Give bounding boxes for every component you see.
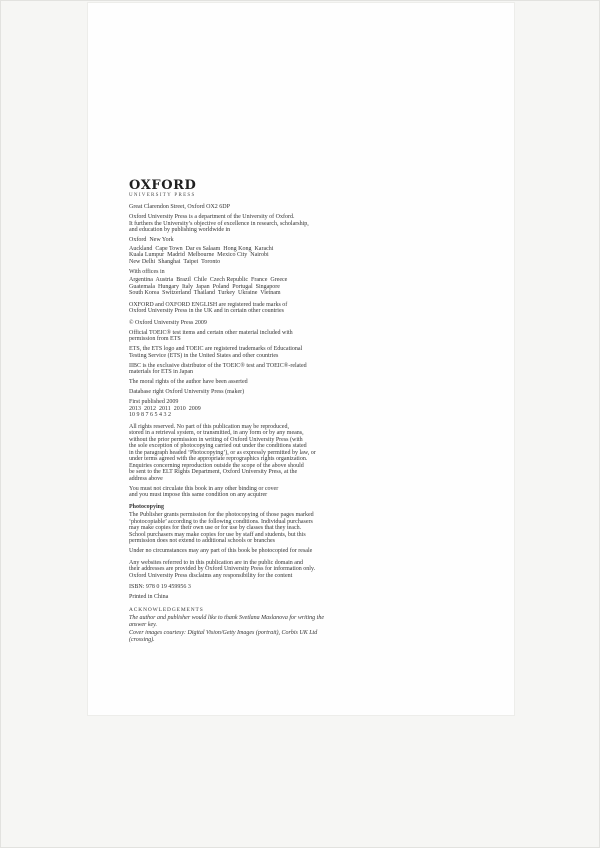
publisher-note: Oxford University Press is a department of the University of Oxford. It furthers the University’s objective of excellence in research, scholarship, and education by publishing worldwide in <box>129 214 309 233</box>
photocopying-conditions: The Publisher grants permission for the photocopying of those pages marked ‘photocopiable’ according to the following conditions. Individual purchasers may make copies for their own use or for use by classes that they teach. School purchasers may make copies for use by staff and students, but this permission does not extend to additional schools or branches <box>129 512 314 544</box>
ets-trademark-note: ETS, the ETS logo and TOEIC are registered trademarks of Educational Testing Service (ETS) in the United States and other countries <box>129 346 303 359</box>
iibc-distributor-note: IIBC is the exclusive distributor of the TOEIC® test and TOEIC®-related materials for ETS in Japan <box>129 362 307 375</box>
oxford-university-press-logo <box>129 179 444 199</box>
offices-list: Argentina Austria Brazil Chile Czech Republic France Greece Guatemala Hungary Italy Japan Poland Portugal Singapore South Korea Switzerland Thailand Turkey Ukraine Vietnam <box>129 277 288 296</box>
printed-in-line: Printed in China <box>129 594 169 600</box>
moral-rights-note: The moral rights of the author have been asserted <box>129 379 248 385</box>
publication-history: First published 2009 2013 2012 2011 2010 2009 10 9 8 7 6 5 4 3 2 <box>129 399 201 418</box>
photocopying-resale-note: Under no circumstances may any part of this book be photocopied for resale <box>129 548 313 554</box>
isbn-line: ISBN: 978 0 19 459956 3 <box>129 584 191 590</box>
offices-intro: With offices in <box>129 268 165 275</box>
imprint-block <box>129 179 444 647</box>
logo-subtitle: UNIVERSITY PRESS <box>129 193 196 198</box>
logo-wordmark: OXFORD <box>129 178 197 193</box>
photocopying-heading: Photocopying <box>129 503 165 510</box>
trademark-note: OXFORD and OXFORD ENGLISH are registered trade marks of Oxford University Press in the UK and in certain other countries <box>129 301 288 314</box>
copyright-line: © Oxford University Press 2009 <box>129 319 207 326</box>
acknowledgements-thanks: The author and publisher would like to thank Svetlana Maslanova for writing the answer key. <box>129 615 324 628</box>
scanned-page <box>87 2 515 716</box>
cover-credit: Cover images courtesy: Digital Vision/Getty Images (portrait), Corbis UK Ltd (crossing). <box>129 630 318 643</box>
websites-disclaimer: Any websites referred to in this publication are in the public domain and their addresses are provided by Oxford University Press for information only. Oxford University Press disclaims any responsibility for the content <box>129 559 316 579</box>
cities-list: Auckland Cape Town Dar es Salaam Hong Kong Karachi Kuala Lumpur Madrid Melbourne Mexico City Nairobi New Delhi Shanghai Taipei Toronto <box>129 245 274 265</box>
rights-reserved-paragraph: All rights reserved. No part of this publication may be reproduced, stored in a retrieval system, or transmitted, in any form or by any means, without the prior permission in writing of Oxford University Press (with the sole exception of photocopying carried out under the conditions stated in the paragraph headed ‘Photocopying’), or as expressly permitted by law, or under terms agreed with the appropriate reprographics rights organization. Enquiries concerning reproduction outside the scope of the above should be sent to the ELT Rights Department, Oxford University Press, at the address above <box>129 423 316 482</box>
toeic-permission-note: Official TOEIC® test items and certain other material included with permission from ETS <box>129 329 293 342</box>
binding-note: You must not circulate this book in any other binding or cover and you must impose this same condition on any acquirer <box>129 485 279 498</box>
cities-primary: Oxford New York <box>129 237 174 243</box>
publisher-address: Great Clarendon Street, Oxford OX2 6DP <box>129 204 230 210</box>
database-right-note: Database right Oxford University Press (maker) <box>129 389 245 395</box>
acknowledgements-heading: ACKNOWLEDGEMENTS <box>129 606 204 613</box>
